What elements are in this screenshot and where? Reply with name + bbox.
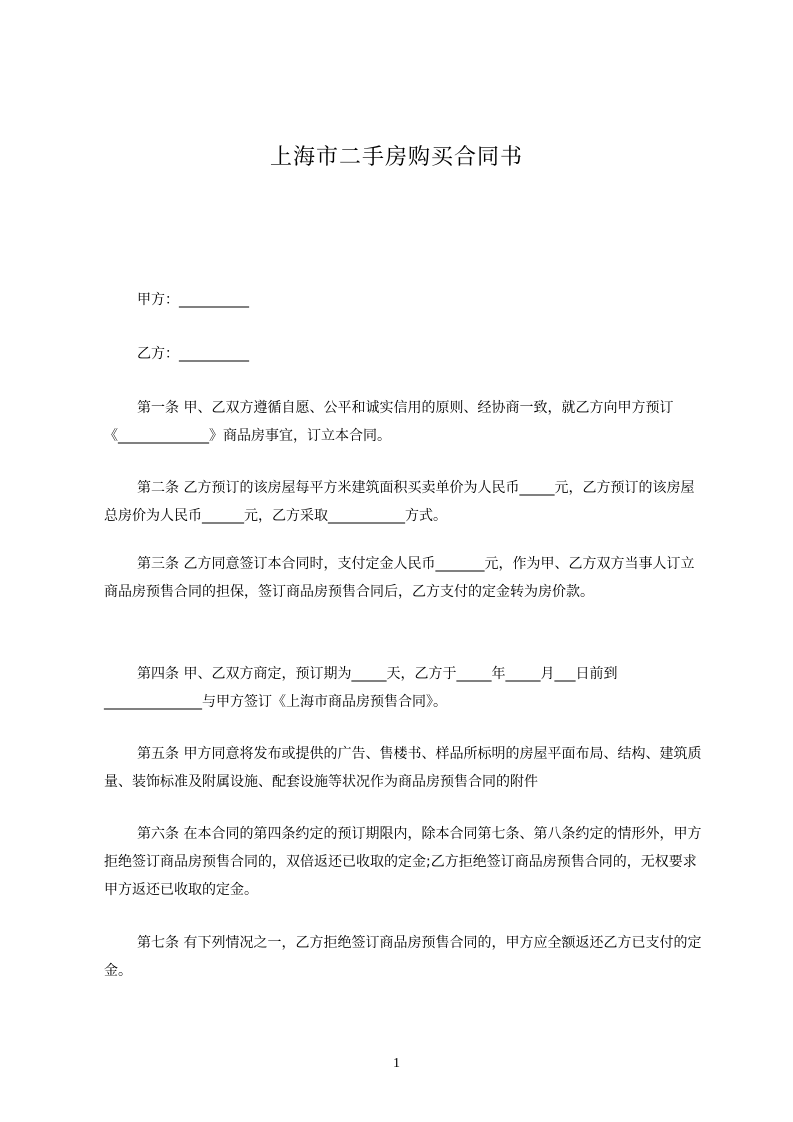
clause-2: 第二条 乙方预订的该房屋每平方米建筑面积买卖单价为人民币_____元，乙方预订的该房屋总房价为人民币______元，乙方采取___________方式。: [104, 480, 695, 524]
clause-7: 第七条 有下列情况之一，乙方拒绝签订商品房预售合同的，甲方应全额返还乙方已支付的定金。: [104, 935, 702, 979]
page-number: 1: [393, 1056, 400, 1071]
clause-1: 第一条 甲、乙双方遵循自愿、公平和诚实信用的原则、经协商一致，就乙方向甲方预订《_____________》商品房事宜，订立本合同。: [104, 400, 674, 444]
clause-4: 第四条 甲、乙双方商定，预订期为_____天，乙方于_____年_____月___日前到______________与甲方签订《上海市商品房预售合同》。: [104, 666, 618, 710]
clause-6: 第六条 在本合同的第四条约定的预订期限内，除本合同第七条、第八条约定的情形外，甲方拒绝签订商品房预售合同的，双倍返还已收取的定金;乙方拒绝签订商品房预售合同的，无权要求甲方返还已收取的定金。: [104, 826, 702, 898]
party-b-line: 乙方：__________: [137, 346, 249, 362]
page-title: 上海市二手房购买合同书: [269, 145, 523, 170]
clause-5: 第五条 甲方同意将发布或提供的广告、售楼书、样品所标明的房屋平面布局、结构、建筑质量、装饰标准及附属设施、配套设施等状况作为商品房预售合同的附件: [104, 746, 702, 790]
party-a-line: 甲方：__________: [137, 292, 249, 308]
clause-3: 第三条 乙方同意签订本合同时，支付定金人民币_______元，作为甲、乙方双方当事人订立商品房预售合同的担保，签订商品房预售合同后，乙方支付的定金转为房价款。: [104, 556, 695, 600]
